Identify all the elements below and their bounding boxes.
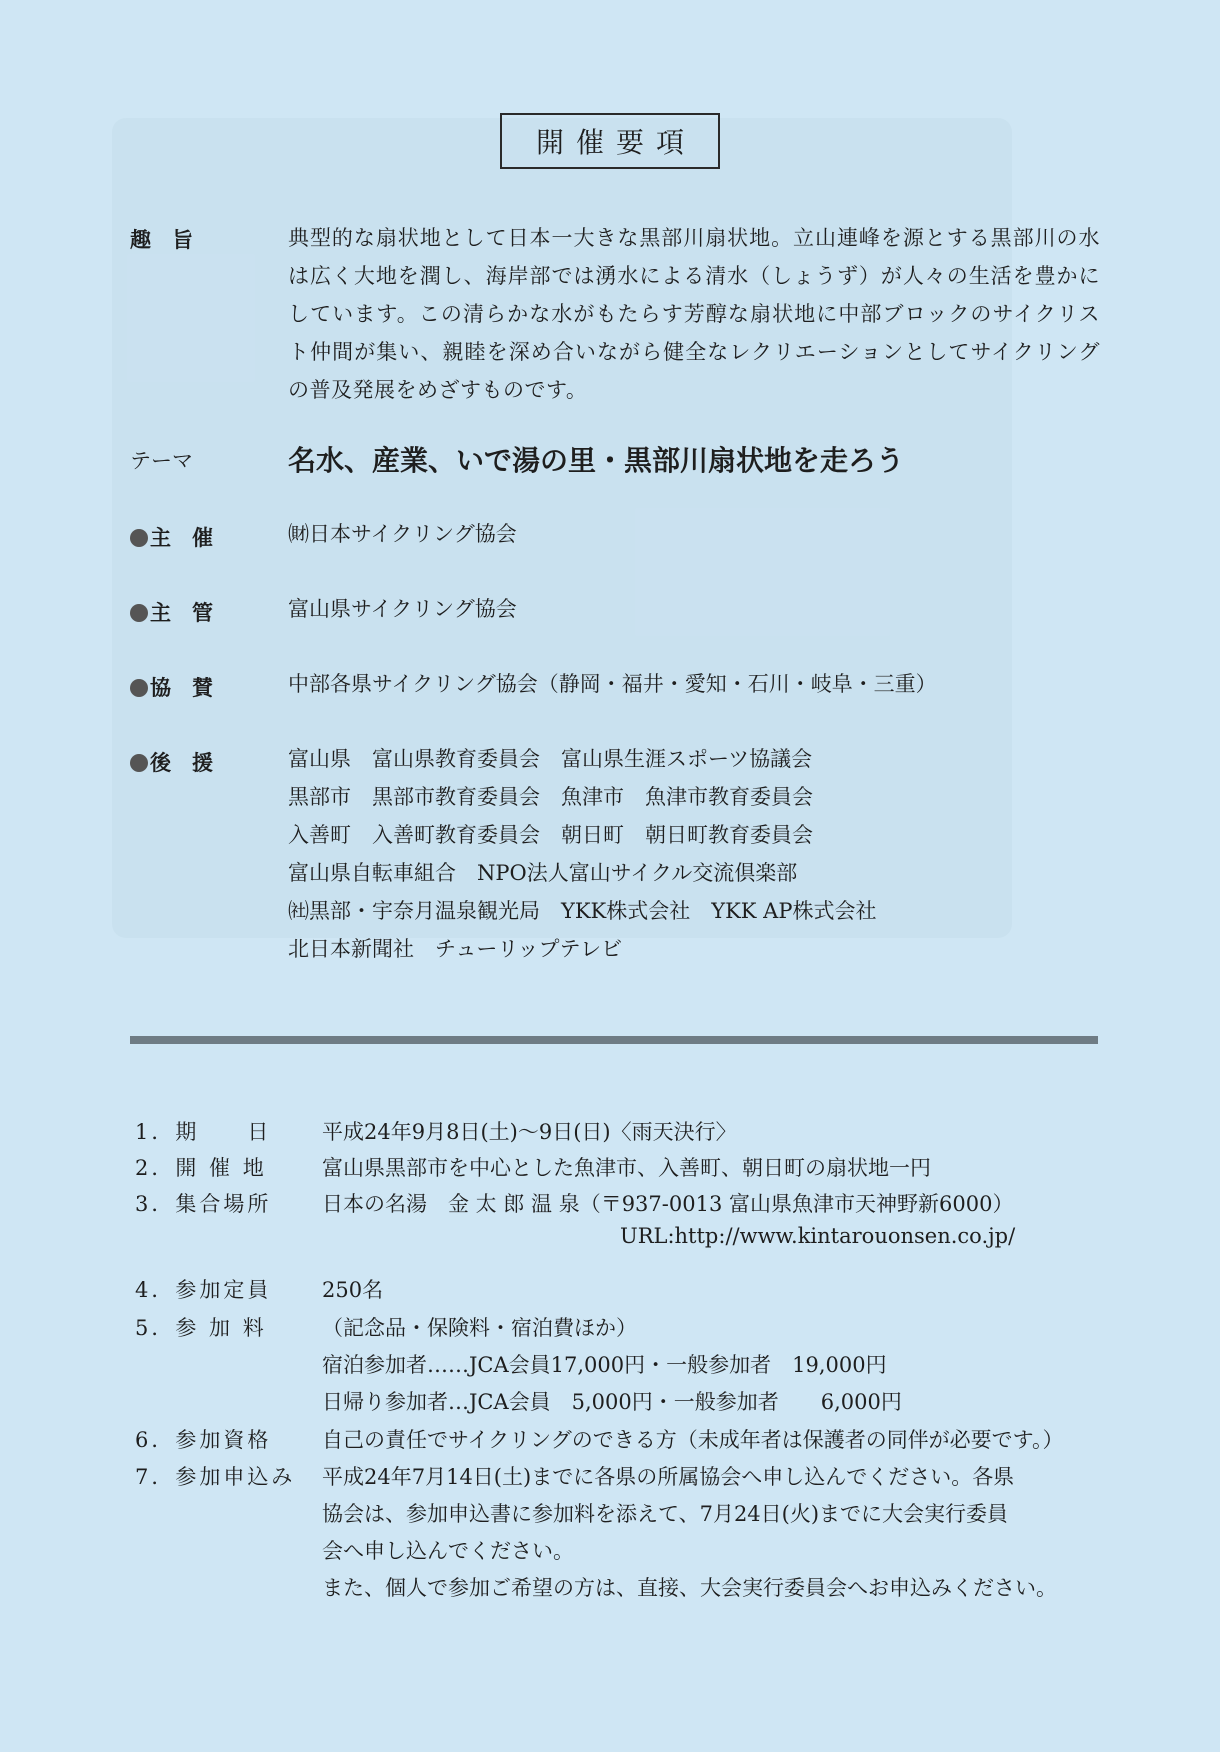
detail-label: 3．集合場所 <box>135 1192 272 1216</box>
support-line: ㈳黒部・宇奈月温泉観光局 YKK株式会社 YKK AP株式会社 <box>288 899 877 923</box>
detail-value: 平成24年7月14日(土)までに各県の所属協会へ申し込んでください。各県 <box>322 1465 1015 1489</box>
detail-value: 自己の責任でサイクリングのできる方（未成年者は保護者の同伴が必要です。） <box>322 1428 1064 1452</box>
detail-value: 平成24年9月8日(土)～9日(日)〈雨天決行〉 <box>322 1120 737 1144</box>
section-divider <box>130 1036 1098 1044</box>
purpose-text: 典型的な扇状地として日本一大きな黒部川扇状地。立山連峰を源とする黒部川の水は広く大地を潤し、海岸部では湧水による清水（しょうず）が人々の生活を豊かにしています。この清らかな水がもたらす芳醇な扇状地に中部ブロックのサイクリスト仲間が集い、親睦を深め合いながら健全なレクリエーションとしてサイクリングの普及発展をめざすものです。 <box>288 226 1100 402</box>
bullet-icon <box>130 754 148 772</box>
cosponsor-text: 中部各県サイクリング協会（静岡・福井・愛知・石川・岐阜・三重） <box>288 672 937 696</box>
detail-value: 250名 <box>322 1278 384 1302</box>
organizer-text: ㈶日本サイクリング協会 <box>288 522 517 546</box>
manager-label: 主 管 <box>130 597 213 627</box>
support-list <box>288 740 1100 968</box>
bullet-icon <box>130 604 148 622</box>
theme-label: テーマ <box>130 449 193 473</box>
detail-label: 7．参加申込み <box>135 1465 296 1489</box>
detail-label: 2．開 催 地 <box>135 1156 267 1180</box>
detail-value: 富山県黒部市を中心とした魚津市、入善町、朝日町の扇状地一円 <box>322 1156 931 1180</box>
support-line: 富山県自転車組合 NPO法人富山サイクル交流倶楽部 <box>288 861 798 885</box>
manager-text: 富山県サイクリング協会 <box>288 597 517 621</box>
page-title: 開催要項 <box>500 113 720 169</box>
organizer-label: 主 催 <box>130 522 213 552</box>
detail-value: （記念品・保険料・宿泊費ほか） <box>322 1316 637 1340</box>
detail-label: 1．期 日 <box>135 1120 272 1144</box>
bullet-icon <box>130 529 148 547</box>
support-line: 北日本新聞社 チューリップテレビ <box>288 937 623 961</box>
detail-value: 協会は、参加申込書に参加料を添えて、7月24日(火)までに大会実行委員 <box>322 1502 1009 1526</box>
detail-value: 宿泊参加者……JCA会員17,000円・一般参加者 19,000円 <box>322 1353 887 1377</box>
detail-value: 会へ申し込んでください。 <box>322 1539 574 1563</box>
detail-value: 日帰り参加者…JCA会員 5,000円・一般参加者 6,000円 <box>322 1390 902 1414</box>
support-line: 富山県 富山県教育委員会 富山県生涯スポーツ協議会 <box>288 747 813 771</box>
support-label: 後 援 <box>130 747 213 777</box>
cosponsor-label: 協 賛 <box>130 672 213 702</box>
venue-url: URL:http://www.kintarouonsen.co.jp/ <box>620 1224 1016 1248</box>
support-line: 入善町 入善町教育委員会 朝日町 朝日町教育委員会 <box>288 823 813 847</box>
detail-label: 4．参加定員 <box>135 1278 272 1302</box>
theme-text: 名水、産業、いで湯の里・黒部川扇状地を走ろう <box>288 444 905 477</box>
detail-label: 6．参加資格 <box>135 1428 272 1452</box>
detail-label: 5．参 加 料 <box>135 1316 267 1340</box>
support-line: 黒部市 黒部市教育委員会 魚津市 魚津市教育委員会 <box>288 785 813 809</box>
detail-value: 日本の名湯 金 太 郎 温 泉（〒937-0013 富山県魚津市天神野新6000） <box>322 1192 1014 1216</box>
purpose-label: 趣 旨 <box>130 228 193 252</box>
detail-value: また、個人で参加ご希望の方は、直接、大会実行委員会へお申込みください。 <box>322 1576 1057 1600</box>
bullet-icon <box>130 679 148 697</box>
